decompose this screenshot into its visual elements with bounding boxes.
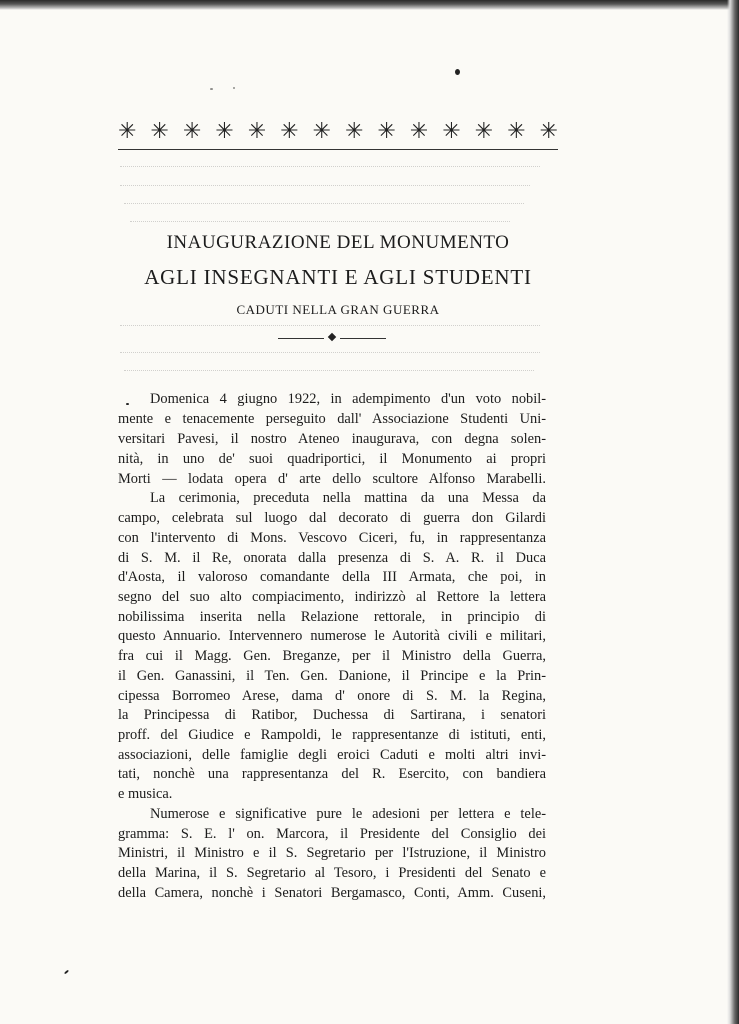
body-line: questo Annuario. Intervennero numerose le Autorità civili e militari, bbox=[118, 628, 546, 644]
bleed-through-line bbox=[124, 203, 524, 206]
ornament-star: ✳ bbox=[182, 118, 202, 143]
body-line: campo, celebrata sul luogo dal decorato di guerra don Gilardi bbox=[118, 510, 546, 526]
body-line: Morti — lodata opera d' arte dello scultore Alfonso Marabelli. bbox=[118, 471, 546, 487]
scan-edge-right bbox=[727, 0, 739, 1024]
scan-edge-top bbox=[0, 0, 739, 10]
scan-speck bbox=[233, 87, 235, 89]
ornament-star: ✳ bbox=[539, 118, 558, 143]
scan-speck bbox=[126, 403, 129, 405]
bleed-through-line bbox=[120, 166, 540, 169]
divider-rule-left bbox=[278, 338, 324, 339]
body-line: della Marina, il S. Segretario al Tesoro, i Presidenti del Senato e bbox=[118, 865, 546, 881]
body-line: con l'intervento di Mons. Vescovo Ciceri, fu, in rappresentanza bbox=[118, 530, 546, 546]
scan-speck bbox=[210, 88, 213, 90]
body-line: proff. del Giudice e Rampoldi, le rappresentanze di istituti, enti, bbox=[118, 727, 546, 743]
body-line: Ministri, il Ministro e il S. Segretario per l'Istruzione, il Ministro bbox=[118, 845, 546, 861]
ornament-star: ✳ bbox=[280, 118, 299, 143]
body-line: associazioni, delle famiglie degli eroici Caduti e molti altri invi- bbox=[118, 747, 546, 763]
body-line: il Gen. Ganassini, il Ten. Gen. Danione, il Principe e la Prin- bbox=[118, 668, 546, 684]
body-line: tati, nonchè una rappresentanza del R. Esercito, con bandiera bbox=[118, 766, 546, 782]
ornament-star: ✳ bbox=[507, 118, 526, 143]
body-line: la Principessa di Ratibor, Duchessa di Sartirana, i senatori bbox=[118, 707, 546, 723]
body-line: mente e tenacemente perseguito dall' Associazione Studenti Uni- bbox=[118, 411, 546, 427]
scan-speck bbox=[455, 69, 460, 75]
body-line: fra cui il Magg. Gen. Breganze, per il Ministro della Guerra, bbox=[118, 648, 546, 664]
body-line: cipessa Borromeo Arese, dama d' onore di S. M. la Regina, bbox=[118, 688, 546, 704]
ornament-star: ✳ bbox=[247, 118, 267, 143]
body-line: d'Aosta, il valoroso comandante della III Armata, che poi, in bbox=[118, 569, 546, 585]
ornament-star: ✳ bbox=[150, 118, 169, 143]
ornament-star: ✳ bbox=[118, 118, 137, 143]
ornament-underline bbox=[118, 149, 558, 150]
heading-subtitle: CADUTI NELLA GRAN GUERRA bbox=[236, 302, 440, 317]
ornament-star: ✳ bbox=[344, 118, 364, 143]
heading-line-1: INAUGURAZIONE DEL MONUMENTO bbox=[166, 232, 510, 253]
bleed-through-line bbox=[120, 352, 540, 355]
scan-speck bbox=[64, 970, 69, 975]
ornament-star: ✳ bbox=[215, 118, 234, 143]
body-line: Numerose e significative pure le adesioni per lettera e tele- bbox=[150, 806, 546, 822]
body-line: gramma: S. E. l' on. Marcora, il Presidente del Consiglio dei bbox=[118, 826, 546, 842]
body-line: nità, in uno de' suoi quadriportici, il Monumento ai propri bbox=[118, 451, 546, 467]
heading-line-2: AGLI INSEGNANTI E AGLI STUDENTI bbox=[144, 265, 532, 289]
ornament-star: ✳ bbox=[312, 118, 331, 143]
body-line: Domenica 4 giugno 1922, in adempimento d'un voto nobil- bbox=[150, 391, 546, 407]
bleed-through-line bbox=[120, 325, 540, 328]
ornament-row bbox=[118, 120, 558, 142]
body-line: e musica. bbox=[118, 786, 173, 802]
body-line: della Camera, nonchè i Senatori Bergamasco, Conti, Amm. Cuseni, bbox=[118, 885, 546, 901]
body-line: La cerimonia, preceduta nella mattina da una Messa da bbox=[150, 490, 546, 506]
bleed-through-line bbox=[120, 185, 530, 188]
ornament-star: ✳ bbox=[442, 118, 461, 143]
divider-diamond bbox=[328, 333, 336, 341]
body-line: versitari Pavesi, il nostro Ateneo inaugurava, con degna solen- bbox=[118, 431, 546, 447]
ornament-star: ✳ bbox=[474, 118, 494, 143]
ornament-star: ✳ bbox=[409, 118, 429, 143]
bleed-through-line bbox=[130, 221, 510, 224]
body-line: nobilissima inserita nella Relazione rettorale, in principio di bbox=[118, 609, 546, 625]
body-line: segno del suo alto compiacimento, indirizzò al Rettore la lettera bbox=[118, 589, 546, 605]
divider-rule-right bbox=[340, 338, 386, 339]
bleed-through-line bbox=[124, 370, 534, 373]
ornament-star: ✳ bbox=[377, 118, 396, 143]
body-line: di S. M. il Re, onorata dalla presenza di S. A. R. il Duca bbox=[118, 550, 546, 566]
